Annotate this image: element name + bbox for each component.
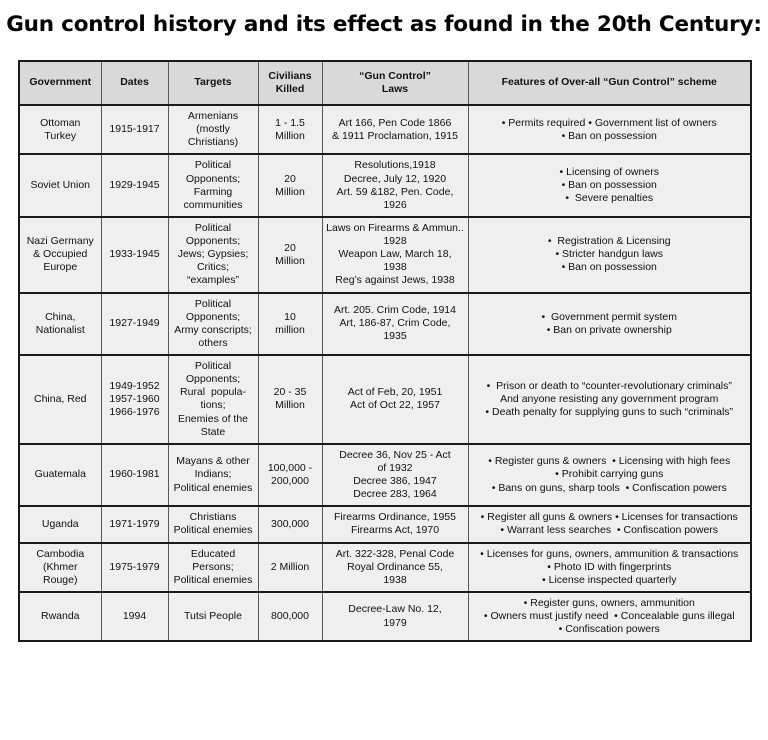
cell-text-line: Weapon Law, March 18, [338,248,452,261]
cell-targets [168,355,258,444]
cell-text-line: • Confiscation powers [558,623,660,636]
cell-civilians_killed [258,293,322,356]
cell-text-line: China, Red [33,392,87,405]
cell-text-line: Army conscripts; [174,323,252,336]
cell-text-line: “examples” [187,274,239,287]
cell-text-line: • Permits required • Government list of owners [501,116,717,129]
cell-text-line: 800,000 [271,610,309,622]
cell-text-line: Political [194,221,232,234]
cell-text-line: Farming [193,185,233,198]
cell-text-line: 20 [284,241,296,254]
cell-text-line: • Severe penalties [565,192,654,205]
cell-text-line: • Ban on private ownership [546,323,672,336]
cell-text-line: 1971-1979 [109,517,160,530]
cell-text-line: Rouge) [43,573,78,586]
cell-text-line: Decree 36, Nov 25 - Act [339,448,451,461]
cell-targets [168,217,258,293]
cell-government [19,543,101,592]
cell-text-line: Critics; [196,261,230,274]
cell-government [19,355,101,444]
cell-laws [322,444,468,507]
cell-text-line: 100,000 - [267,461,313,474]
cell-text-line: (mostly [196,123,230,136]
cell-text-line: Decree-Law No. 12, [348,603,442,616]
cell-text-line: Political [194,159,232,172]
cell-text-line: • Prohibit carrying guns [555,468,664,481]
cell-text-line: Cambodia [36,547,85,560]
cell-laws [322,355,468,444]
column-header-laws[interactable] [322,61,468,105]
cell-text-line: • Licensing of owners [559,165,659,178]
cell-text-line: Political [194,297,232,310]
cell-text-line: Decree 283, 1964 [353,488,437,501]
cell-targets [168,444,258,507]
cell-dates [101,444,168,507]
cell-laws [322,154,468,217]
cell-text-line: Political enemies [173,573,253,586]
cell-text-line: • Licenses for guns, owners, ammunition & transactions [480,547,739,560]
cell-dates [101,543,168,592]
cell-text-line: (Khmer [43,560,78,573]
cell-text-line: of 1932 [377,461,413,474]
cell-targets [168,154,258,217]
cell-civilians_killed [258,154,322,217]
cell-laws [322,506,468,542]
cell-text-line: Turkey [44,129,77,142]
header-text-line: Laws [381,83,409,95]
cell-dates [101,105,168,154]
cell-text-line: 1979 [383,616,407,629]
cell-text-line: Decree 386, 1947 [353,475,437,487]
cell-text-line: • Death penalty for supplying guns to such “criminals” [485,405,734,418]
cell-text-line: Tutsi People [184,610,242,622]
cell-civilians_killed [258,217,322,293]
cell-text-line: Opponents; [185,235,241,247]
cell-text-line: 2 Million [270,560,310,573]
cell-text-line: Opponents; [185,172,241,185]
table-header-row [19,61,751,105]
cell-text-line: communities [183,198,243,211]
cell-text-line: Christians [189,511,237,524]
column-header-civilians_killed[interactable] [258,61,322,105]
cell-text-line: Act of Feb, 20, 1951 [347,386,443,399]
cell-dates [101,217,168,293]
cell-text-line: • Stricter handgun laws [555,248,664,261]
cell-text-line: 1960-1981 [109,468,160,481]
cell-text-line: 1 - 1.5 [275,116,305,129]
cell-civilians_killed [258,506,322,542]
cell-dates [101,355,168,444]
cell-text-line: Opponents; [185,310,241,323]
cell-text-line: • Registration & Licensing [547,235,671,247]
table-row[interactable] [19,105,751,154]
cell-text-line: Nationalist [35,323,85,336]
cell-text-line: 20 - 35 [273,386,307,399]
cell-text-line: tions; [200,399,226,412]
cell-text-line: Political [194,360,232,372]
cell-features [468,543,751,592]
cell-text-line: Opponents; [185,373,241,386]
table-row[interactable] [19,154,751,217]
cell-laws [322,105,468,154]
cell-text-line: Ottoman [40,116,81,129]
cell-text-line: State [200,425,226,438]
table-header [19,61,751,105]
cell-text-line: Art. 59 &182, Pen. Code, [336,185,454,198]
cell-features [468,592,751,641]
cell-laws [322,293,468,356]
cell-civilians_killed [258,105,322,154]
cell-civilians_killed [258,592,322,641]
cell-text-line: 1938 [383,261,407,274]
cell-text-line: • Prison or death to “counter-revolutionary criminals” [486,379,732,392]
cell-dates [101,154,168,217]
cell-features [468,355,751,444]
column-header-dates[interactable] [101,61,168,105]
header-text-line: Civilians [268,69,312,82]
cell-features [468,506,751,542]
cell-text-line: & Occupied [33,248,88,261]
header-text-line: Dates [120,76,149,89]
cell-text-line: 300,000 [271,517,309,530]
cell-laws [322,592,468,641]
cell-text-line: Resolutions,1918 [354,159,436,172]
cell-text-line: Art. 322-328, Penal Code [335,547,455,560]
cell-features [468,154,751,217]
cell-text-line: 1933-1945 [109,248,160,261]
cell-text-line: Armenians [187,110,239,122]
cell-text-line: Art. 205. Crim Code, 1914 [334,304,456,317]
cell-features [468,217,751,293]
header-text-line: Targets [194,76,232,89]
cell-text-line: Political enemies [173,524,253,537]
cell-text-line: Art 166, Pen Code 1866 [338,116,452,129]
cell-text-line: Mayans & other [176,455,250,468]
cell-text-line: Act of Oct 22, 1957 [350,399,440,412]
cell-text-line: • Ban on possession [561,129,657,142]
cell-targets [168,105,258,154]
cell-text-line: 1935 [383,330,407,343]
cell-text-line: Indians; [194,468,232,481]
cell-text-line: 10 [284,310,296,323]
cell-civilians_killed [258,355,322,444]
header-text-line: Killed [275,83,305,95]
cell-text-line: 1938 [383,573,407,586]
table-row[interactable] [19,293,751,356]
gun-control-table-container [18,60,750,642]
table-row[interactable] [19,506,751,542]
cell-text-line: • Register guns, owners, ammunition [523,596,695,609]
cell-text-line: Persons; [192,560,234,573]
cell-features [468,293,751,356]
cell-text-line: Jews; Gypsies; [177,248,249,261]
cell-laws [322,217,468,293]
cell-text-line: 1928 [383,235,407,247]
cell-text-line: Reg’s against Jews, 1938 [335,274,455,287]
cell-text-line: Political enemies [173,481,253,494]
cell-features [468,444,751,507]
cell-civilians_killed [258,543,322,592]
cell-dates [101,506,168,542]
cell-text-line: Enemies of the [177,412,249,425]
cell-text-line: 1957-1960 [109,392,160,405]
cell-text-line: Nazi Germany [26,235,94,247]
cell-text-line: & 1911 Proclamation, 1915 [332,129,458,142]
cell-government [19,217,101,293]
cell-text-line: Educated [190,547,236,560]
cell-government [19,105,101,154]
cell-text-line: • Government permit system [541,310,678,323]
cell-targets [168,506,258,542]
cell-dates [101,592,168,641]
cell-text-line: • Warrant less searches • Confiscation powers [500,524,719,537]
cell-text-line: • Bans on guns, sharp tools • Confiscation powers [491,481,727,494]
cell-text-line: 1975-1979 [109,560,160,573]
cell-text-line: Christians) [187,136,239,149]
cell-text-line: • Register guns & owners • Licensing with high fees [488,455,731,468]
cell-text-line: Art, 186-87, Crim Code, [339,317,451,330]
cell-text-line: China, [45,310,76,323]
page-title: Gun control history and its effect as found in the 20th Century: [6,12,762,37]
header-text-line: “Gun Control” [359,69,431,82]
cell-text-line: 200,000 [271,475,309,487]
cell-text-line: 1927-1949 [109,317,160,330]
column-header-targets[interactable] [168,61,258,105]
cell-text-line: Soviet Union [30,179,91,192]
cell-text-line: million [275,323,305,336]
cell-government [19,592,101,641]
cell-text-line: Royal Ordinance 55, [347,560,443,573]
cell-text-line: And anyone resisting any government program [500,392,719,405]
cell-text-line: 1994 [122,610,147,622]
cell-government [19,444,101,507]
cell-text-line: Europe [43,261,78,274]
cell-government [19,293,101,356]
table-body [19,105,751,641]
header-text-line: Government [29,76,92,89]
table-row[interactable] [19,217,751,293]
cell-targets [168,293,258,356]
cell-text-line: 1915-1917 [109,123,160,136]
cell-text-line: • Register all guns & owners • Licenses for transactions [480,511,738,524]
cell-text-line: 1926 [383,198,407,211]
cell-text-line: Laws on Firearms & Ammun.. [326,221,464,234]
cell-text-line: 1966-1976 [109,405,160,418]
table-row[interactable] [19,543,751,592]
cell-text-line: Million [275,185,305,198]
cell-laws [322,543,468,592]
cell-text-line: Guatemala [34,468,86,481]
cell-text-line: Million [275,129,305,142]
cell-text-line: Rural popula- [180,386,246,399]
cell-text-line: Decree, July 12, 1920 [343,172,447,185]
cell-text-line: Uganda [41,517,79,530]
cell-text-line: 20 [284,172,296,185]
cell-dates [101,293,168,356]
cell-targets [168,592,258,641]
cell-text-line: others [198,336,228,349]
cell-government [19,506,101,542]
table-row[interactable] [19,355,751,444]
cell-text-line: Million [275,399,305,412]
table-row[interactable] [19,444,751,507]
cell-targets [168,543,258,592]
header-text-line: Features of Over-all “Gun Control” scheme [501,76,717,89]
cell-text-line: Firearms Act, 1970 [350,524,440,537]
column-header-features[interactable] [468,61,751,105]
cell-text-line: • License inspected quarterly [542,573,677,586]
column-header-government[interactable] [19,61,101,105]
cell-features [468,105,751,154]
cell-text-line: Rwanda [40,610,80,622]
cell-civilians_killed [258,444,322,507]
cell-text-line: 1949-1952 [109,379,160,392]
cell-text-line: Firearms Ordinance, 1955 [334,511,456,524]
cell-text-line: • Ban on possession [561,261,657,274]
cell-text-line: Million [275,254,305,267]
cell-text-line: • Photo ID with fingerprints [547,560,672,573]
table-row[interactable] [19,592,751,641]
cell-text-line: • Ban on possession [561,179,657,192]
cell-government [19,154,101,217]
gun-control-table [18,60,752,642]
cell-text-line: • Owners must justify need • Concealable guns illegal [483,610,735,622]
cell-text-line: 1929-1945 [109,179,160,192]
